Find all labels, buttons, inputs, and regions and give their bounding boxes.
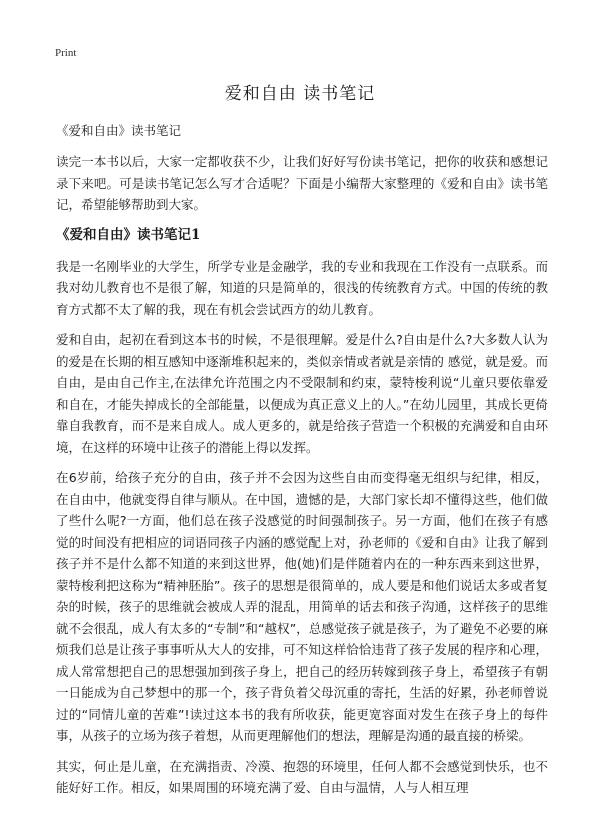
body-paragraph-2: 爱和自由，起初在看到这本书的时候，不是很理解。爱是什么?自由是什么?大多数人认为的爱是在长期的相互感知中逐渐堆积起来的，类似亲情或者就是亲情的 感觉，就是爱。而自由，是由自己作主,在法律允许范围之内不受限制和约束，蒙特梭利说“儿童只要依靠爱和自在，才能失掉成长的全部能量，以便成为真正意义上的人。”在幼儿园里，其成长更倚靠自我教育，而不是来自成人。成人更多的，就是给孩子营造一个积极的充满爱和自由环境，在这样的环境中让孩子的潜能上得以发挥。 bbox=[56, 332, 548, 455]
print-link[interactable]: Print bbox=[55, 47, 77, 59]
article-subtitle: 《爱和自由》读书笔记 bbox=[56, 123, 182, 138]
body-paragraph-4: 其实，何止是儿童，在充满指责、冷漠、抱怨的环境里，任何人都不会感觉到快乐，也不能好好工作。相反，如果周围的环境充满了爱、自由与温情，人与人相互理 bbox=[56, 758, 548, 795]
page-title: 爱和自由 读书笔记 bbox=[224, 84, 376, 104]
body-paragraph-3: 在6岁前，给孩子充分的自由，孩子并不会因为这些自由而变得毫无组织与纪律，相反，在自由中，他就变得自律与顺从。在中国，遗憾的是，大部门家长却不懂得这些，他们做了些什么呢?一方面，他们总在孩子没感觉的时间强制孩子。另一方面，他们在孩子有感觉的时间没有把相应的词语同孩子内涵的感觉配上对，孙老师的《爱和自由》让我了解到孩子并不是什么都不知道的来到这世界，他(她)们是伴随着内在的一种东西来到这世界，蒙特梭利把这称为“精神胚胎”。孩子的思想是很简单的，成人要是和他们说话太多或者复杂的时候，孩子的思维就会被成人弄的混乱，用简单的话去和孩子沟通，这样孩子的思维就不会很乱，成人有太多的“专制”和“越权”，总感觉孩子就是孩子，为了避免不必要的麻烦我们总是让孩子事事听从大人的安排，可不知这样恰恰违背了孩子发展的程序和心理，成人常常想把自己的思想强加到孩子身上，把自己的经历转嫁到孩子身上，希望孩子有朝一日能成为自己梦想中的那一个，孩子背负着父母沉重的寄托，生活的好累，孙老师曾说过的“同情儿童的苦难”!读过这本书的我有所收获，能更宽容面对发生在孩子身上的每件事，从孩子的立场为孩子着想，从而更理解他们的想法，理解是沟通的最直接的桥梁。 bbox=[56, 470, 548, 743]
article-body bbox=[56, 120, 548, 808]
body-paragraph-1: 我是一名刚毕业的大学生，所学专业是金融学，我的专业和我现在工作没有一点联系。而我对幼儿教育也不是很了解，知道的只是简单的，很浅的传统教育方式。中国的传统的教育方式都不太了解的我，现在有机会尝试西方的幼儿教育。 bbox=[56, 258, 548, 317]
intro-paragraph: 读完一本书以后，大家一定都收获不少，让我们好好写份读书笔记，把你的收获和感想记录下来吧。可是读书笔记怎么写才合适呢？下面是小编帮大家整理的《爱和自由》读书笔记，希望能够帮助到大家。 bbox=[56, 154, 548, 212]
section-heading: 《爱和自由》读书笔记1 bbox=[56, 226, 201, 243]
